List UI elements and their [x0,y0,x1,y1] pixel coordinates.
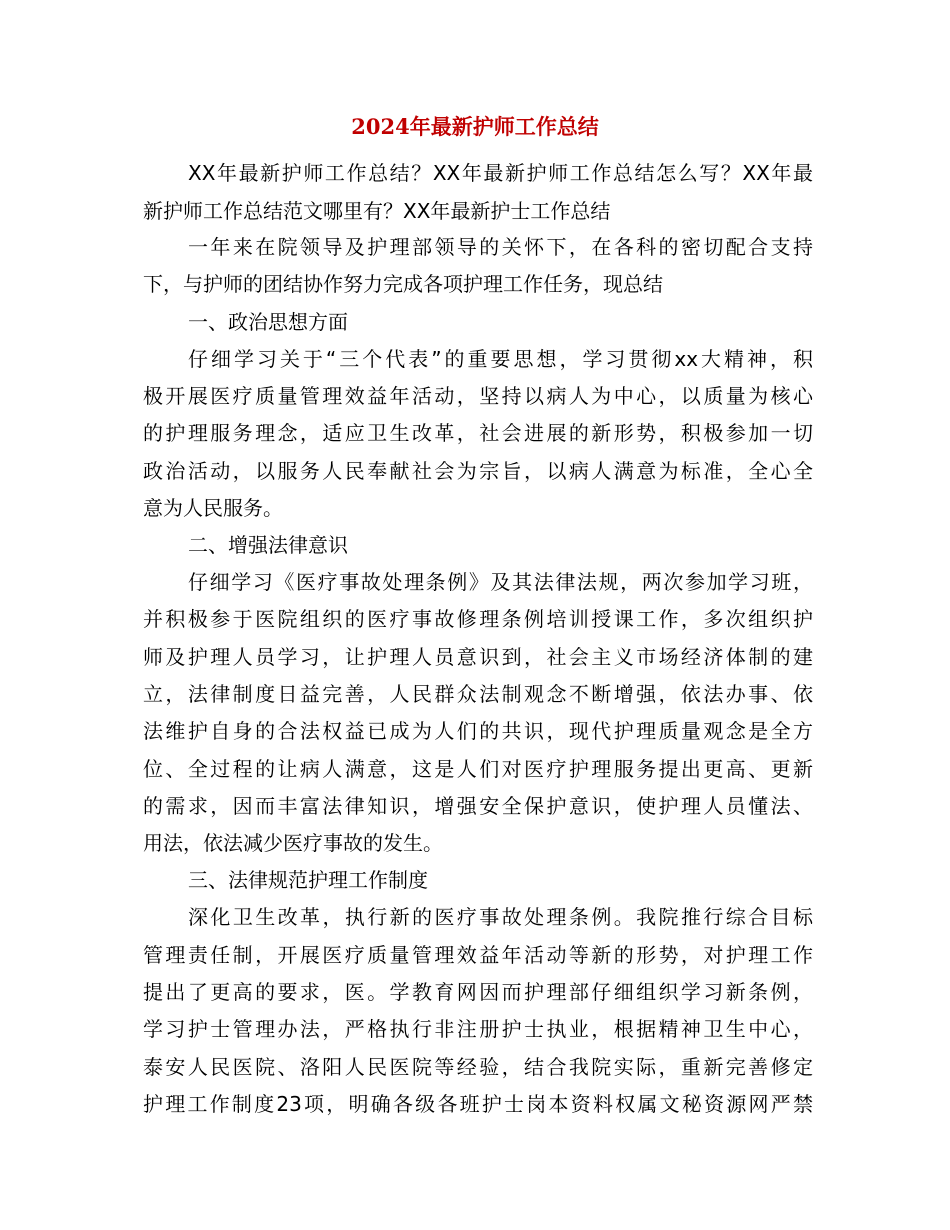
paragraph-line: 新护师工作总结范文哪里有？XX年最新护士工作总结 [143,199,611,223]
paragraph-line: 极开展医疗质量管理效益年活动，坚持以病人为中心，以质量为核心 [143,384,813,408]
paragraph-line: 意为人民服务。 [143,496,283,520]
paragraph-line: 的需求，因而丰富法律知识，增强安全保护意识，使护理人员懂法、 [143,794,813,818]
paragraph-line: 学习护士管理办法，严格执行非注册护士执业，根据精神卫生中心， [143,1017,813,1041]
paragraph-line: 管理责任制，开展医疗质量管理效益年活动等新的形势，对护理工作 [143,943,813,967]
paragraph-line: 护理工作制度23项，明确各级各班护士岗本资料权属文秘资源网严禁 [143,1092,813,1116]
document-title: 2024年最新护师工作总结 [351,114,599,139]
section-heading: 一、政治思想方面 [188,310,348,334]
paragraph-line: 下，与护师的团结协作努力完成各项护理工作任务，现总结 [143,272,663,296]
paragraph-line: 深化卫生改革，执行新的医疗事故处理条例。我院推行综合目标 [188,905,813,929]
paragraph-line: 政治活动，以服务人民奉献社会为宗旨，以病人满意为标准，全心全 [143,459,813,483]
paragraph-line: XX年最新护师工作总结？XX年最新护师工作总结怎么写？XX年最 [188,161,813,185]
paragraph-line: 用法，依法减少医疗事故的发生。 [143,831,443,855]
paragraph-line: 立，法律制度日益完善，人民群众法制观念不断增强，依法办事、依 [143,682,813,706]
paragraph-line: 位、全过程的让病人满意，这是人们对医疗护理服务提出更高、更新 [143,757,813,781]
paragraph-line: 的护理服务理念，适应卫生改革，社会进展的新形势，积极参加一切 [143,421,813,445]
paragraph-line: 并积极参于医院组织的医疗事故修理条例培训授课工作，多次组织护 [143,607,813,631]
section-heading: 二、增强法律意识 [188,533,348,557]
section-heading: 三、法律规范护理工作制度 [188,868,428,892]
paragraph-line: 法维护自身的合法权益已成为人们的共识，现代护理质量观念是全方 [143,719,813,743]
paragraph-line: 泰安人民医院、洛阳人民医院等经验，结合我院实际，重新完善修定 [143,1055,813,1079]
paragraph-line: 仔细学习关于“三个代表”的重要思想，学习贯彻xx大精神，积 [188,347,813,371]
paragraph-line: 仔细学习《医疗事故处理条例》及其法律法规，两次参加学习班， [188,570,813,594]
paragraph-line: 一年来在院领导及护理部领导的关怀下，在各科的密切配合支持 [188,235,813,259]
paragraph-line: 师及护理人员学习，让护理人员意识到，社会主义市场经济体制的建 [143,645,813,669]
paragraph-line: 提出了更高的要求，医。学教育网因而护理部仔细组织学习新条例， [143,980,813,1004]
